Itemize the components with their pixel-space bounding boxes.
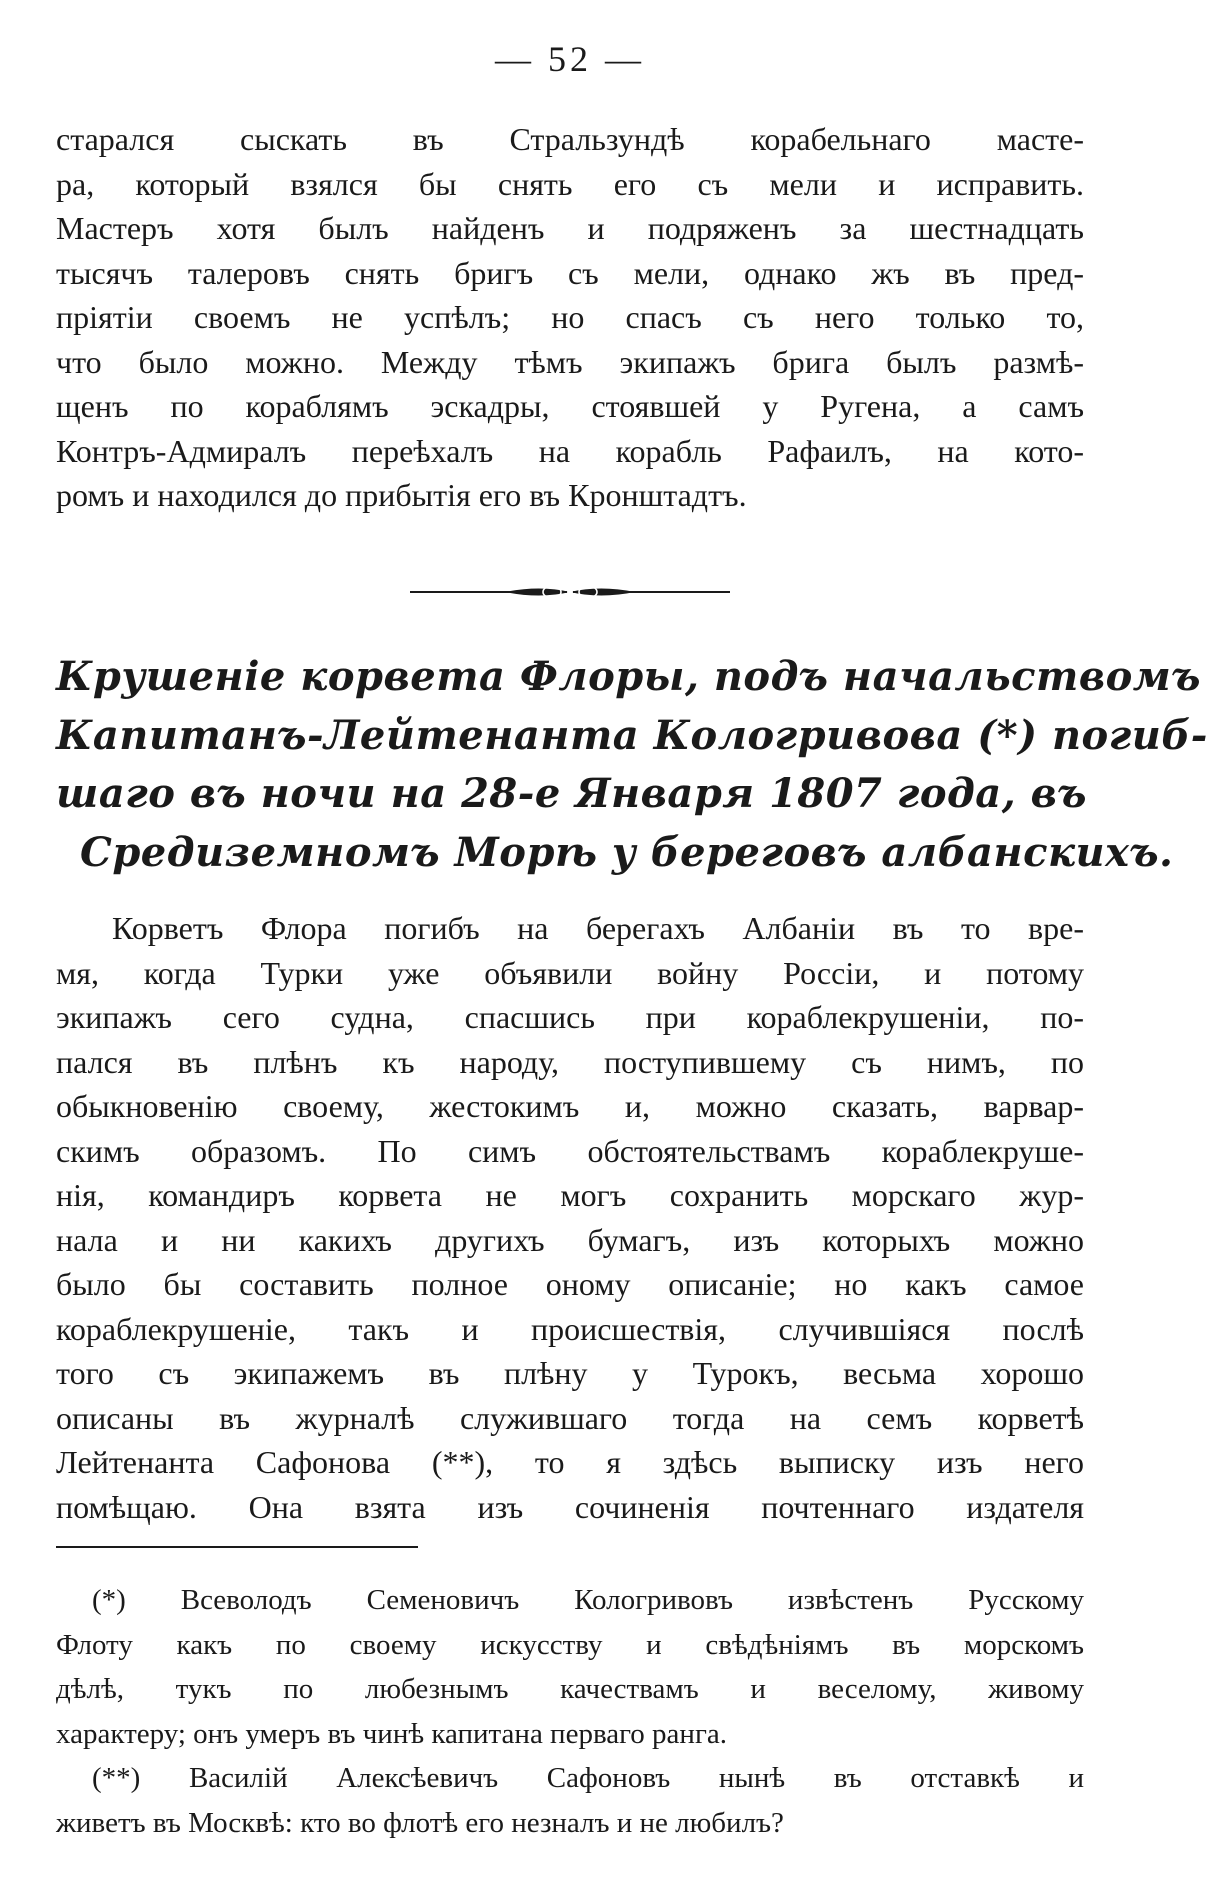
heading-line: шаго въ ночи на 28-е Января 1807 года, въ — [56, 770, 1087, 817]
text-line: мя, когда Турки уже объявили войну Россіи, и потому — [56, 954, 1084, 991]
heading-line: Средиземномъ Морѣ у береговъ албанскихъ. — [80, 828, 1174, 876]
text-line: обыкновенію своему, жестокимъ и, можно сказать, варвар- — [56, 1088, 1084, 1124]
text-line: того съ экипажемъ въ плѣну у Турокъ, весьма хорошо — [56, 1355, 1084, 1391]
text-line: скимъ образомъ. По симъ обстоятельствамъ кораблекруше- — [56, 1132, 1084, 1169]
footnote-separator — [56, 1546, 418, 1548]
text-line: кораблекрушеніе, такъ и происшествія, случившіяся послѣ — [56, 1310, 1084, 1347]
text-line: Корветъ Флора погибъ на берегахъ Албаніи въ то вре- — [112, 910, 1084, 946]
main-paragraph — [56, 906, 1084, 1529]
text-line: экипажъ сего судна, спасшись при кораблекрушеніи, по- — [56, 999, 1084, 1035]
top-paragraph — [56, 117, 1084, 518]
footnote-line: Флоту какъ по своему искусству и свѣдѣніямъ въ морскомъ — [56, 1628, 1084, 1661]
section-divider-ornament — [410, 582, 730, 602]
text-line: Лейтенанта Сафонова (**), то я здѣсь выписку изъ него — [56, 1444, 1084, 1480]
text-line: что было можно. Между тѣмъ экипажъ брига былъ размѣ- — [56, 343, 1084, 380]
text-line: ромъ и находился до прибытія его въ Кронштадтъ. — [56, 477, 747, 513]
text-line: нала и ни какихъ другихъ бумагъ, изъ которыхъ можно — [56, 1221, 1084, 1258]
footnote-line: (*) Всеволодъ Семеновичъ Кологривовъ извѣстенъ Русскому — [92, 1584, 1084, 1616]
heading-line: Капитанъ-Лейтенанта Кологривова (*) погиб- — [56, 711, 1208, 759]
text-line: ра, который взялся бы снять его съ мели и исправить. — [56, 165, 1084, 202]
page-number: — 52 — — [495, 39, 645, 79]
text-line: щенъ по кораблямъ эскадры, стоявшей у Ругена, а самъ — [56, 388, 1084, 424]
text-line: помѣщаю. Она взята изъ сочиненія почтеннаго издателя — [56, 1488, 1084, 1525]
heading-line: Крушеніе корвета Флоры, подъ начальствомъ — [56, 653, 1201, 700]
footnote-line: (**) Василій Алексѣевичъ Сафоновъ нынѣ въ отставкѣ и — [92, 1762, 1084, 1794]
text-line: тысячъ талеровъ снять бригъ съ мели, однако жъ въ пред- — [56, 254, 1084, 291]
footnote-line: дѣлѣ, тукъ по любезнымъ качествамъ и веселому, живому — [56, 1673, 1084, 1705]
text-line: старался сыскать въ Стральзундѣ корабельнаго масте- — [56, 121, 1084, 157]
text-line: пріятіи своемъ не успѣлъ; но спасъ съ него только то, — [56, 299, 1084, 335]
text-line: Мастеръ хотя былъ найденъ и подряженъ за шестнадцать — [56, 210, 1084, 246]
chapter-heading — [56, 648, 1208, 882]
text-line: описаны въ журналѣ служившаго тогда на семъ корветѣ — [56, 1399, 1084, 1436]
footnote-line: характеру; онъ умеръ въ чинѣ капитана перваго ранга. — [56, 1717, 727, 1750]
text-line: было бы составить полное оному описаніе; но какъ самое — [56, 1266, 1084, 1302]
text-line: пался въ плѣнъ къ народу, поступившему съ нимъ, по — [56, 1043, 1084, 1080]
text-line: нія, командиръ корвета не могъ сохранить морскаго жур- — [56, 1177, 1084, 1213]
footnote-line: живетъ въ Москвѣ: кто во флотѣ его незналъ и не любилъ? — [56, 1806, 784, 1839]
text-line: Контръ-Адмиралъ переѣхалъ на корабль Рафаилъ, на кото- — [56, 432, 1084, 469]
footnotes — [56, 1578, 1084, 1845]
